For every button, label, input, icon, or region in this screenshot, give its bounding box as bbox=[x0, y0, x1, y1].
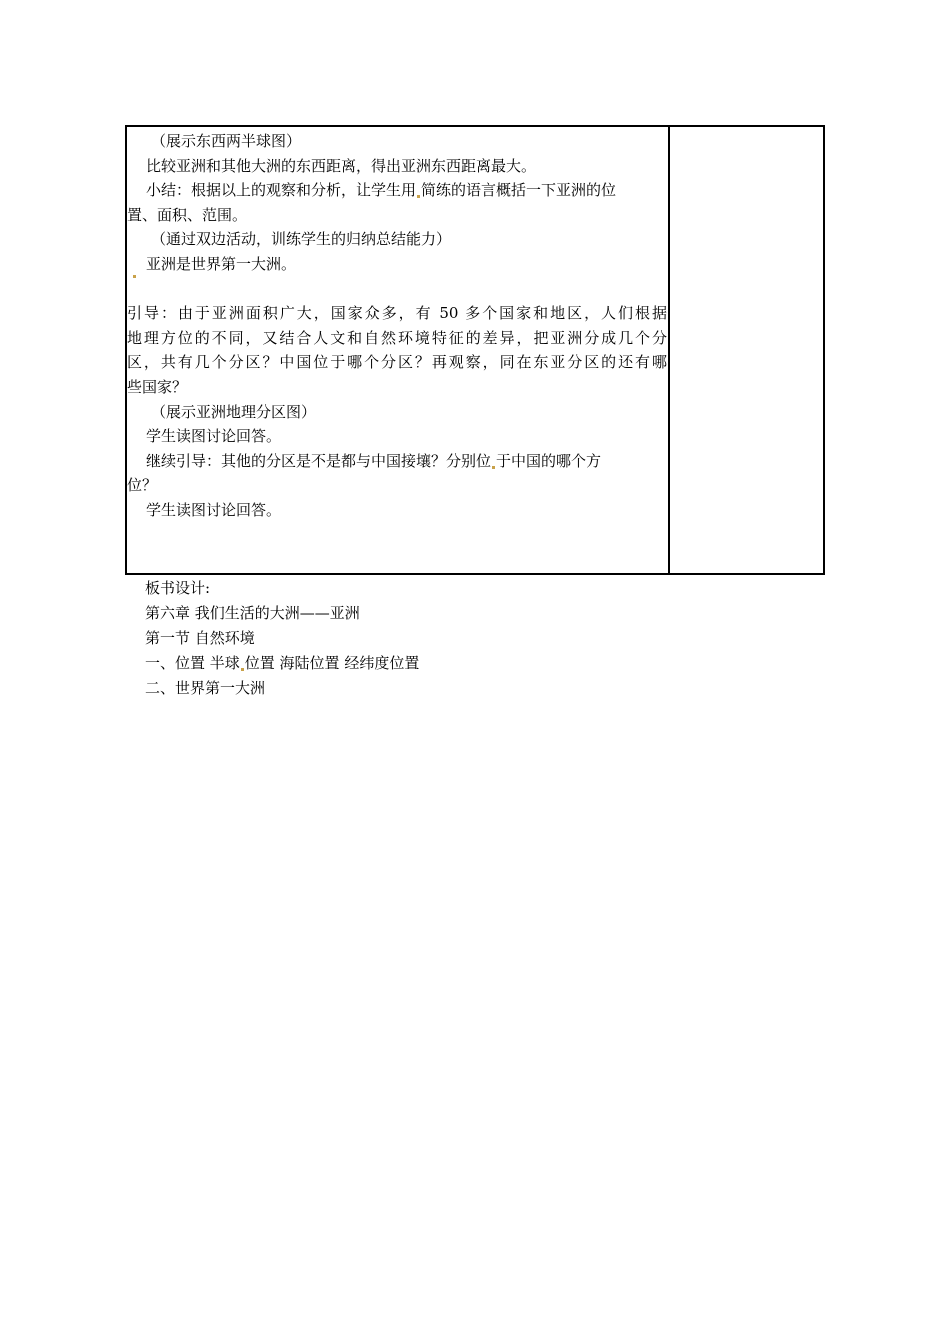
edit-mark bbox=[133, 275, 136, 278]
blank-line bbox=[127, 277, 667, 302]
text-line bbox=[127, 178, 667, 203]
text-span: 一、位置 半球 bbox=[145, 654, 240, 672]
table-column-divider bbox=[668, 127, 670, 573]
lesson-content-cell bbox=[127, 129, 667, 523]
text-span: 继续引导：其他的分区是不是都与中国接壤？分别位 bbox=[146, 451, 492, 470]
text-line: （通过双边活动，训练学生的归纳总结能力） bbox=[151, 230, 452, 249]
text-line: 比较亚洲和其他大洲的东西距离，得出亚洲东西距离最大。 bbox=[146, 156, 537, 175]
text-line: 区，共有几个分区？中国位于哪个分区？再观察，同在东亚分区的还有哪 bbox=[127, 353, 667, 372]
edit-mark bbox=[241, 668, 244, 671]
text-line: 学生读图讨论回答。 bbox=[146, 427, 282, 446]
text-line bbox=[127, 449, 667, 474]
text-span: 简练的语言概括一下亚洲的位 bbox=[421, 181, 617, 200]
text-span: 于中国的哪个方 bbox=[496, 451, 602, 470]
text-line: 位？ bbox=[127, 476, 158, 495]
text-line: 置、面积、范围。 bbox=[127, 205, 248, 224]
text-span: 位置 海陆位置 经纬度位置 bbox=[244, 654, 420, 672]
board-design bbox=[145, 576, 419, 701]
text-span: 小结：根据以上的观察和分析，让学生用 bbox=[146, 181, 417, 200]
board-heading: 板书设计: bbox=[145, 579, 211, 597]
lesson-table bbox=[125, 125, 825, 575]
text-line: 引导：由于亚洲面积广大，国家众多，有 50 多个国家和地区，人们根据 bbox=[127, 304, 667, 323]
text-line: 亚洲是世界第一大洲。 bbox=[146, 254, 297, 273]
text-line: （展示亚洲地理分区图） bbox=[151, 402, 317, 421]
text-line: 学生读图讨论回答。 bbox=[146, 500, 282, 519]
edit-mark bbox=[492, 466, 495, 469]
board-item bbox=[145, 651, 419, 676]
board-item: 二、世界第一大洲 bbox=[145, 679, 266, 697]
board-section: 第一节 自然环境 bbox=[145, 629, 255, 647]
text-line: 些国家？ bbox=[127, 377, 188, 396]
edit-mark bbox=[417, 195, 420, 198]
text-line: 地理方位的不同，又结合人文和自然环境特征的差异，把亚洲分成几个分 bbox=[127, 328, 667, 347]
text-line: （展示东西两半球图） bbox=[151, 132, 302, 150]
board-chapter: 第六章 我们生活的大洲——亚洲 bbox=[145, 604, 360, 622]
